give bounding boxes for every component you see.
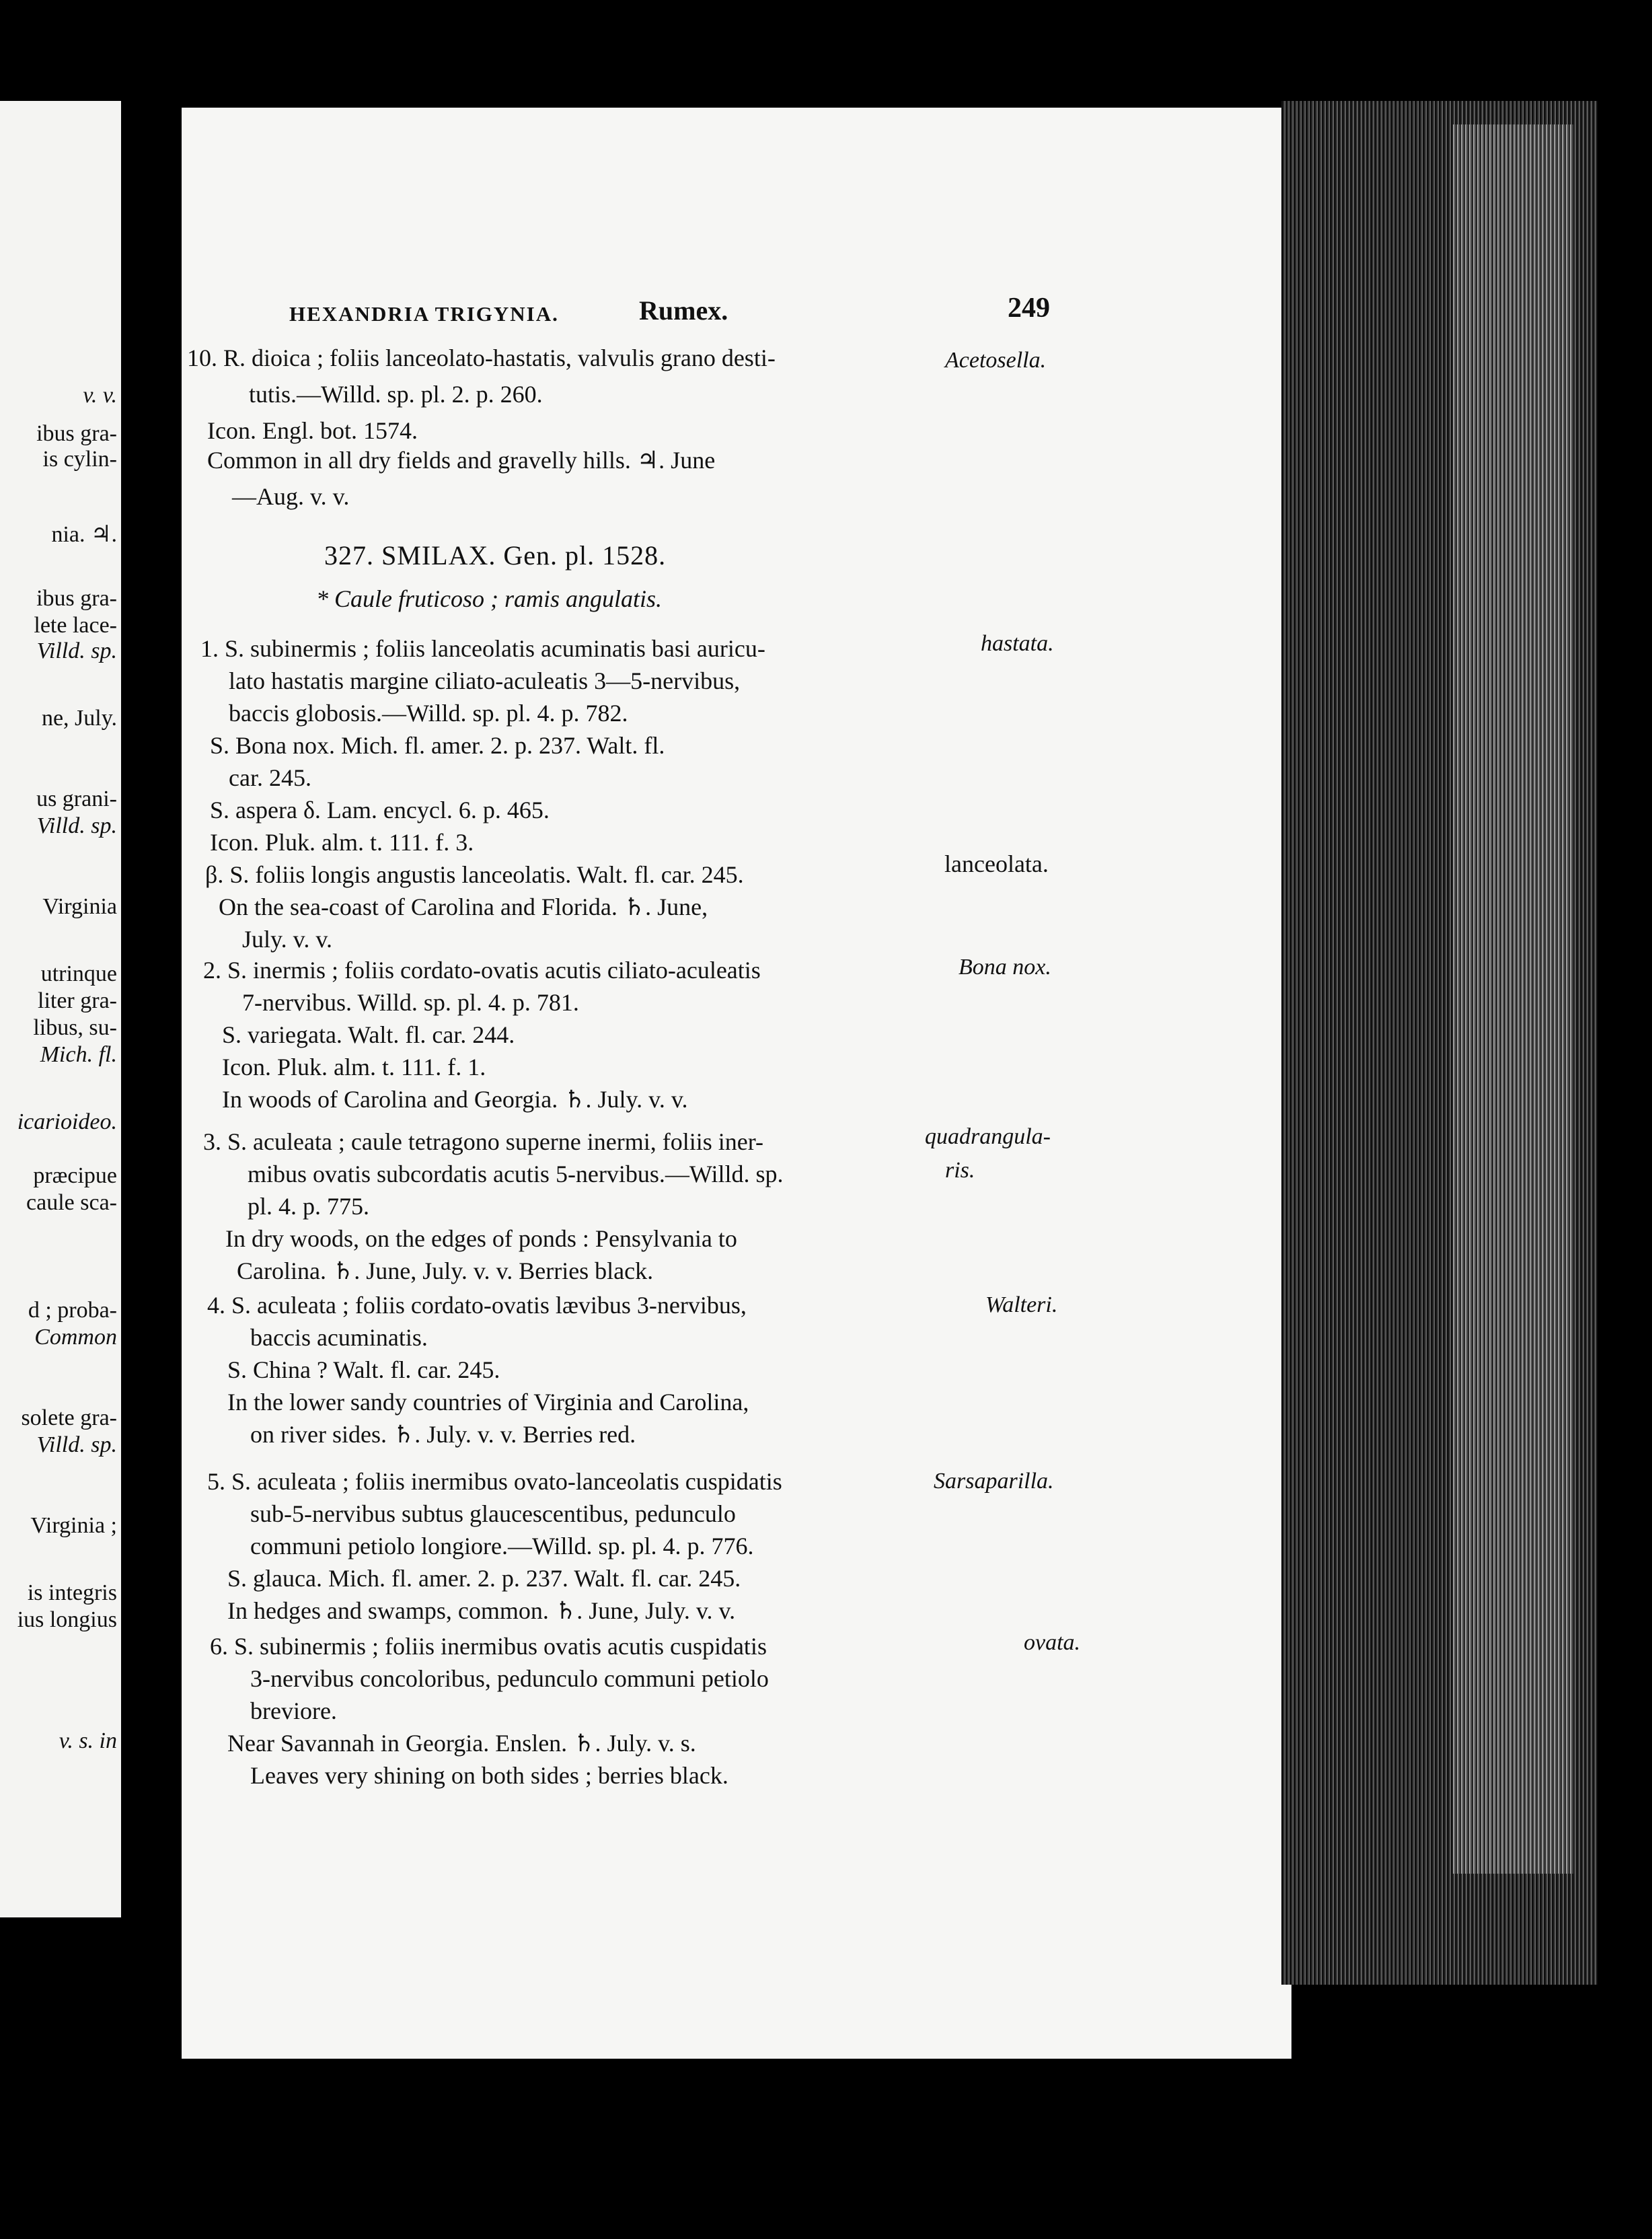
left-page-line: solete gra- xyxy=(21,1405,117,1430)
left-page-line: Villd. sp. xyxy=(36,813,117,838)
left-page-line: præcipue xyxy=(33,1163,117,1188)
genus-heading: 327. SMILAX. Gen. pl. 1528. xyxy=(324,540,667,571)
dioica-habitat-2: —Aug. v. v. xyxy=(232,483,350,510)
walteri-line: baccis acuminatis. xyxy=(250,1324,428,1351)
left-page-line: is cylin- xyxy=(42,447,117,472)
running-genus: Rumex. xyxy=(639,295,728,326)
ovata-line: breviore. xyxy=(250,1697,337,1724)
left-page-line: Mich. fl. xyxy=(40,1042,117,1067)
hastata-line: β. S. foliis longis angustis lanceolatis. Walt. fl. car. 245. xyxy=(205,861,744,888)
bona_nox-line: 7-nervibus. Willd. sp. pl. 4. p. 781. xyxy=(242,989,579,1016)
side-ovata: ovata. xyxy=(1024,1630,1081,1655)
sarsaparilla-line: communi petiolo longiore.—Willd. sp. pl. 4. p. 776. xyxy=(250,1533,754,1559)
left-page-line: ibus gra- xyxy=(36,421,117,446)
quadrangularis-line: mibus ovatis subcordatis acutis 5-nervibus.—Willd. sp. xyxy=(248,1161,784,1187)
left-page-line: Virginia ; xyxy=(30,1513,117,1538)
hastata-line: S. aspera δ. Lam. encycl. 6. p. 465. xyxy=(210,797,550,823)
left-page-line: liter gra- xyxy=(38,988,117,1013)
left-page-line: ius longius xyxy=(17,1607,117,1632)
left-page-line: ne, July. xyxy=(41,706,117,731)
walteri-line: on river sides. ♄. July. v. v. Berries red. xyxy=(250,1421,636,1448)
walteri-line: In the lower sandy countries of Virginia and Carolina, xyxy=(227,1389,749,1416)
bona_nox-line: In woods of Carolina and Georgia. ♄. July. v. v. xyxy=(222,1086,688,1113)
quadrangularis-line: Carolina. ♄. June, July. v. v. Berries black. xyxy=(237,1257,654,1284)
side-acetosella: Acetosella. xyxy=(945,348,1047,373)
quadrangularis-line: 3. S. aculeata ; caule tetragono superne inermi, foliis iner- xyxy=(203,1128,763,1155)
hastata-line: Icon. Pluk. alm. t. 111. f. 3. xyxy=(210,829,474,856)
dioica-habitat-1: Common in all dry fields and gravelly hills. ♃. June xyxy=(207,447,716,474)
ovata-line: Near Savannah in Georgia. Enslen. ♄. July. v. s. xyxy=(227,1730,696,1757)
sarsaparilla-line: 5. S. aculeata ; foliis inermibus ovato-lanceolatis cuspidatis xyxy=(207,1468,782,1495)
bona_nox-line: S. variegata. Walt. fl. car. 244. xyxy=(222,1021,515,1048)
left-page-line: v. s. in xyxy=(59,1728,117,1753)
left-page-line: lete lace- xyxy=(34,613,117,638)
hastata-line: 1. S. subinermis ; foliis lanceolatis acuminatis basi auricu- xyxy=(200,635,765,662)
left-page-line: d ; proba- xyxy=(28,1298,117,1323)
left-page-line: Villd. sp. xyxy=(36,1432,117,1457)
hastata-line: July. v. v. xyxy=(242,926,332,953)
ovata-line: Leaves very shining on both sides ; berries black. xyxy=(250,1762,728,1789)
left-page-line: icarioideo. xyxy=(17,1109,117,1134)
left-page-line: caule sca- xyxy=(26,1190,117,1215)
quadrangularis-line: pl. 4. p. 775. xyxy=(248,1193,370,1220)
left-page-line: us grani- xyxy=(36,786,117,811)
walteri-line: S. China ? Walt. fl. car. 245. xyxy=(227,1356,500,1383)
side-lanceolata: lanceolata. xyxy=(944,850,1049,877)
left-page-line: ibus gra- xyxy=(36,586,117,611)
left-page-line: v. v. xyxy=(83,383,117,408)
bona_nox-line: 2. S. inermis ; foliis cordato-ovatis acutis ciliato-aculeatis xyxy=(203,957,761,984)
left-page-line: utrinque xyxy=(40,961,117,986)
left-page-line: is integris xyxy=(27,1580,117,1605)
sarsaparilla-line: In hedges and swamps, common. ♄. June, July. v. v. xyxy=(227,1597,736,1624)
dioica-line-2: tutis.—Willd. sp. pl. 2. p. 260. xyxy=(249,381,543,408)
left-page-line: Villd. sp. xyxy=(36,638,117,663)
bona_nox-line: Icon. Pluk. alm. t. 111. f. 1. xyxy=(222,1054,486,1080)
side-sarsaparilla: Sarsaparilla. xyxy=(934,1469,1054,1494)
page-number: 249 xyxy=(1008,293,1050,324)
running-title: HEXANDRIA TRIGYNIA. xyxy=(289,302,559,326)
left-page-line: libus, su- xyxy=(33,1015,117,1040)
ovata-line: 3-nervibus concoloribus, pedunculo communi petiolo xyxy=(250,1665,769,1692)
section-heading: * Caule fruticoso ; ramis angulatis. xyxy=(316,585,663,612)
side-quadrangularis-2: ris. xyxy=(945,1158,975,1183)
side-hastata: hastata. xyxy=(981,631,1054,656)
left-page-line: Virginia xyxy=(42,894,117,919)
left-page-line: Common xyxy=(34,1325,117,1350)
sarsaparilla-line: sub-5-nervibus subtus glaucescentibus, pedunculo xyxy=(250,1500,736,1527)
side-walteri: Walteri. xyxy=(985,1292,1058,1317)
left-page-line: nia. ♃. xyxy=(51,522,117,547)
hastata-line: lato hastatis margine ciliato-aculeatis 3—5-nervibus, xyxy=(229,667,741,694)
page-edges-inner xyxy=(1453,124,1574,1874)
side-bona-nox: Bona nox. xyxy=(959,955,1051,980)
side-quadrangularis: quadrangula- xyxy=(925,1124,1051,1149)
walteri-line: 4. S. aculeata ; foliis cordato-ovatis lævibus 3-nervibus, xyxy=(207,1292,747,1319)
ovata-line: 6. S. subinermis ; foliis inermibus ovatis acutis cuspidatis xyxy=(210,1633,767,1660)
dioica-icon: Icon. Engl. bot. 1574. xyxy=(207,417,418,444)
hastata-line: S. Bona nox. Mich. fl. amer. 2. p. 237. Walt. fl. xyxy=(210,732,665,759)
sarsaparilla-line: S. glauca. Mich. fl. amer. 2. p. 237. Walt. fl. car. 245. xyxy=(227,1565,741,1592)
hastata-line: car. 245. xyxy=(229,764,311,791)
dioica-line-1: 10. R. dioica ; foliis lanceolato-hastatis, valvulis grano desti- xyxy=(187,344,776,371)
quadrangularis-line: In dry woods, on the edges of ponds : Pensylvania to xyxy=(225,1225,737,1252)
hastata-line: baccis globosis.—Willd. sp. pl. 4. p. 782. xyxy=(229,700,628,727)
hastata-line: On the sea-coast of Carolina and Florida. ♄. June, xyxy=(219,893,708,920)
